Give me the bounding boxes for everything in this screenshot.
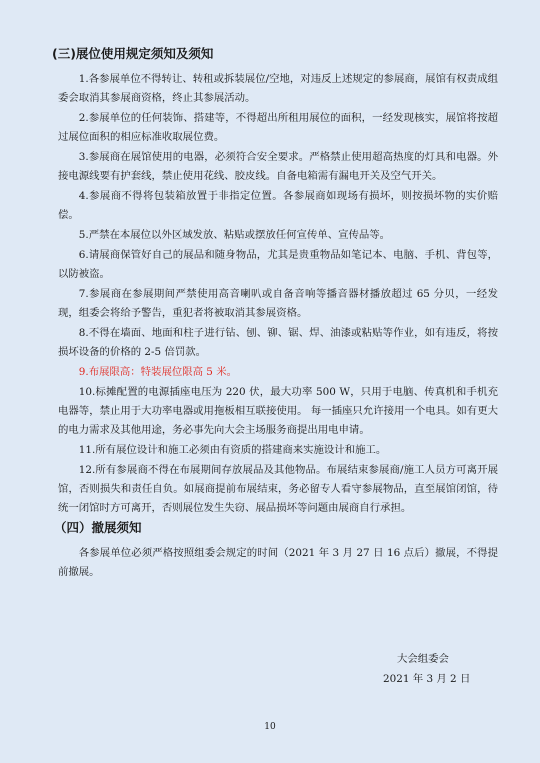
rule-item-10: 10.标摊配置的电源插座电压为 220 伏，最大功率 500 W，只用于电脑、传真机和手机充电器等，禁止用于大功率电器或用拖板相互联接使用。 每一插座只允许接用一个电具。如有更大的电力需求及其他用途，务必事先向大会主场服务商提出用电申请。 xyxy=(58,386,498,436)
signature-date: 2021 年 3 月 2 日 xyxy=(383,673,471,685)
rule-item-6: 6.请展商保管好自己的展品和随身物品，尤其是贵重物品如笔记本、电脑、手机、背包等，以防被盗。 xyxy=(58,249,498,280)
rule-item-3: 3.参展商在展馆使用的电器，必须符合安全要求。严格禁止使用超高热度的灯具和电器。外接电源线要有护套线，禁止使用花线、胶皮线。自备电箱需有漏电开关及空气开关。 xyxy=(58,151,498,182)
rule-item-7: 7.参展商在参展期间严禁使用高音喇叭或自备音响等播音器材播放超过 65 分贝，一经发现，组委会将给予警告，重犯者将被取消其参展资格。 xyxy=(58,288,498,319)
rule-item-5: 5.严禁在本展位以外区域发放、粘贴或摆放任何宣传单、宣传品等。 xyxy=(78,229,391,241)
page-number: 10 xyxy=(264,722,276,732)
rule-item-12: 12.所有参展商不得在布展期间存放展品及其他物品。布展结束参展商/施工人员方可离开展馆，否则损失和责任自负。如展商提前布展结束，务必留专人看守参展物品，直至展馆闭馆，待统一闭馆时方可离开，否则展位发生失窃、展品损坏等问题由展商自行承担。 xyxy=(58,464,498,514)
signature-organizer: 大会组委会 xyxy=(397,653,449,665)
dismantle-notice: 各参展单位必须严格按照组委会规定的时间（2021 年 3 月 27 日 16 点后）撤展，不得提前撤展。 xyxy=(58,547,498,578)
rule-item-1: 1.各参展单位不得转让、转租或拆装展位/空地，对违反上述规定的参展商，展馆有权责成组委会取消其参展商资格，终止其参展活动。 xyxy=(58,73,498,104)
rule-item-2: 2.参展单位的任何装饰、搭建等，不得超出所租用展位的面积，一经发现核实，展馆将按超过展位面积的相应标准收取展位费。 xyxy=(58,112,498,143)
document-body xyxy=(52,46,498,583)
section-4-heading: （四）撤展须知 xyxy=(54,520,142,535)
rule-item-8: 8.不得在墙面、地面和柱子进行钻、刨、铆、锯、焊、油漆或粘贴等作业，如有违反，将按损坏设备的价格的 2-5 倍罚款。 xyxy=(58,327,498,358)
section-3-heading: (三)展位使用规定须知及须知 xyxy=(52,46,214,61)
rule-item-11: 11.所有展位设计和施工必须由有资质的搭建商来实施设计和施工。 xyxy=(78,444,387,456)
rule-item-4: 4.参展商不得将包装箱放置于非指定位置。各参展商如现场有损坏，则按损坏物的实价赔偿。 xyxy=(58,190,498,221)
rule-item-9-height-limit: 9.布展限高：特装展位限高 5 米。 xyxy=(78,366,238,378)
